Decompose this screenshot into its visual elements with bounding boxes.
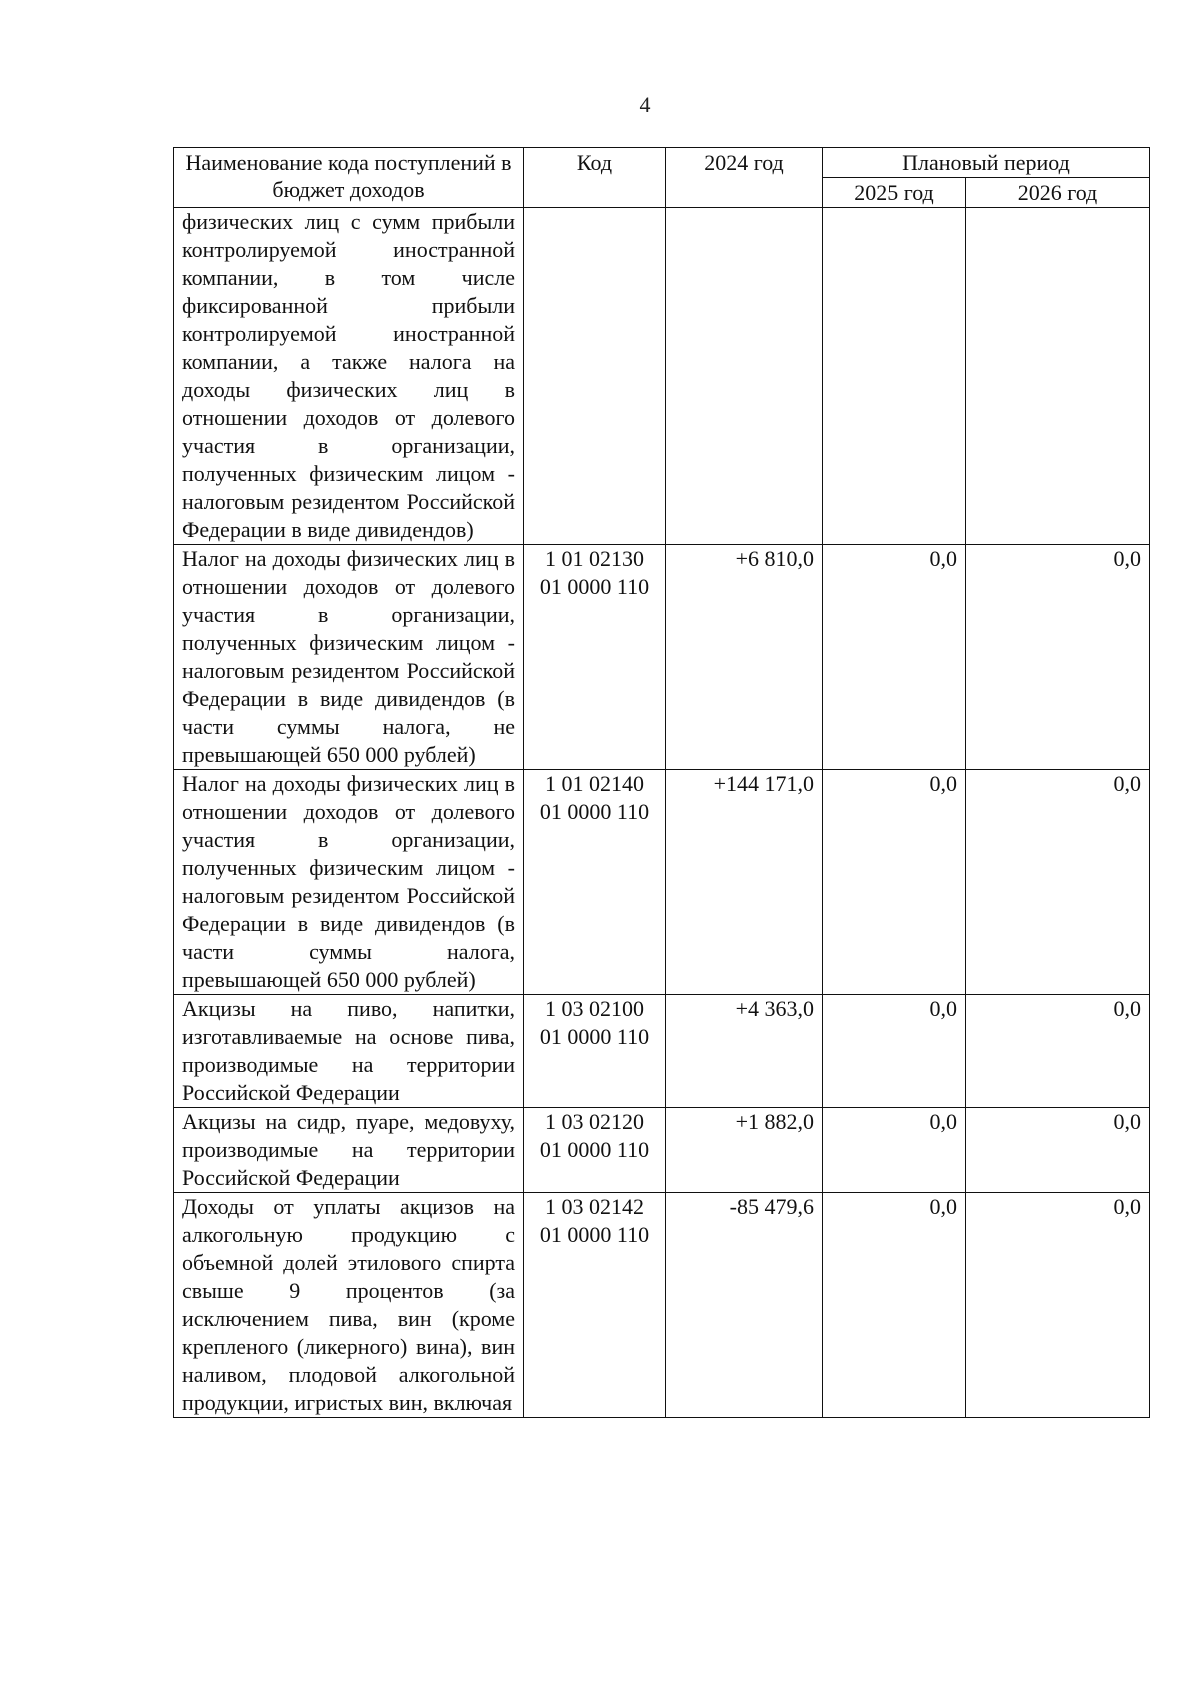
table-row <box>174 545 1150 770</box>
row-value-2025: 0,0 <box>823 1108 966 1193</box>
row-name: Налог на доходы физических лиц в отношении доходов от долевого участия в организации, полученных физическим лицом - налоговым резидентом Российской Федерации в виде дивидендов (в части суммы налога, превышающей 650 000 рублей) <box>174 770 524 995</box>
row-name: физических лиц с сумм прибыли контролируемой иностранной компании, в том числе фиксированной прибыли контролируемой иностранной компании, а также налога на доходы физических лиц в отношении доходов от долевого участия в организации, полученных физическим лицом - налоговым резидентом Российской Федерации в виде дивидендов) <box>174 208 524 545</box>
row-value-2024: +4 363,0 <box>666 995 823 1108</box>
row-code <box>524 208 666 545</box>
header-name: Наименование кода поступлений в бюджет доходов <box>174 148 524 208</box>
header-year-2024: 2024 год <box>666 148 823 208</box>
table-row <box>174 1108 1150 1193</box>
header-year-2026: 2026 год <box>966 178 1150 208</box>
row-code: 1 01 02130 01 0000 110 <box>524 545 666 770</box>
header-year-2025: 2025 год <box>823 178 966 208</box>
row-name: Налог на доходы физических лиц в отношении доходов от долевого участия в организации, полученных физическим лицом - налоговым резидентом Российской Федерации в виде дивидендов (в части суммы налога, не превышающей 650 000 рублей) <box>174 545 524 770</box>
table-row <box>174 770 1150 995</box>
revenue-table <box>173 147 1150 1418</box>
row-name: Акцизы на пиво, напитки, изготавливаемые на основе пива, производимые на территории Российской Федерации <box>174 995 524 1108</box>
row-value-2026 <box>966 208 1150 545</box>
header-code: Код <box>524 148 666 208</box>
row-code: 1 03 02142 01 0000 110 <box>524 1193 666 1418</box>
row-value-2025: 0,0 <box>823 1193 966 1418</box>
row-code: 1 01 02140 01 0000 110 <box>524 770 666 995</box>
row-name: Доходы от уплаты акцизов на алкогольную продукцию с объемной долей этилового спирта свыше 9 процентов (за исключением пива, вин (кроме крепленого (ликерного) вина), вин наливом, плодовой алкогольной продукции, игристых вин, включая <box>174 1193 524 1418</box>
row-value-2026: 0,0 <box>966 545 1150 770</box>
row-value-2026: 0,0 <box>966 770 1150 995</box>
row-value-2025 <box>823 208 966 545</box>
row-value-2026: 0,0 <box>966 1193 1150 1418</box>
row-value-2026: 0,0 <box>966 995 1150 1108</box>
page-number: 4 <box>639 92 651 117</box>
row-value-2025: 0,0 <box>823 995 966 1108</box>
row-value-2024: +144 171,0 <box>666 770 823 995</box>
row-value-2025: 0,0 <box>823 545 966 770</box>
row-name: Акцизы на сидр, пуаре, медовуху, производимые на территории Российской Федерации <box>174 1108 524 1193</box>
table-row <box>174 1193 1150 1418</box>
row-value-2024 <box>666 208 823 545</box>
table-row <box>174 995 1150 1108</box>
row-value-2024: -85 479,6 <box>666 1193 823 1418</box>
row-code: 1 03 02120 01 0000 110 <box>524 1108 666 1193</box>
header-row-1 <box>174 148 1150 178</box>
row-value-2024: +1 882,0 <box>666 1108 823 1193</box>
row-value-2024: +6 810,0 <box>666 545 823 770</box>
row-value-2026: 0,0 <box>966 1108 1150 1193</box>
row-code: 1 03 02100 01 0000 110 <box>524 995 666 1108</box>
table-row <box>174 208 1150 545</box>
row-value-2025: 0,0 <box>823 770 966 995</box>
header-plan-period: Плановый период <box>823 148 1150 178</box>
